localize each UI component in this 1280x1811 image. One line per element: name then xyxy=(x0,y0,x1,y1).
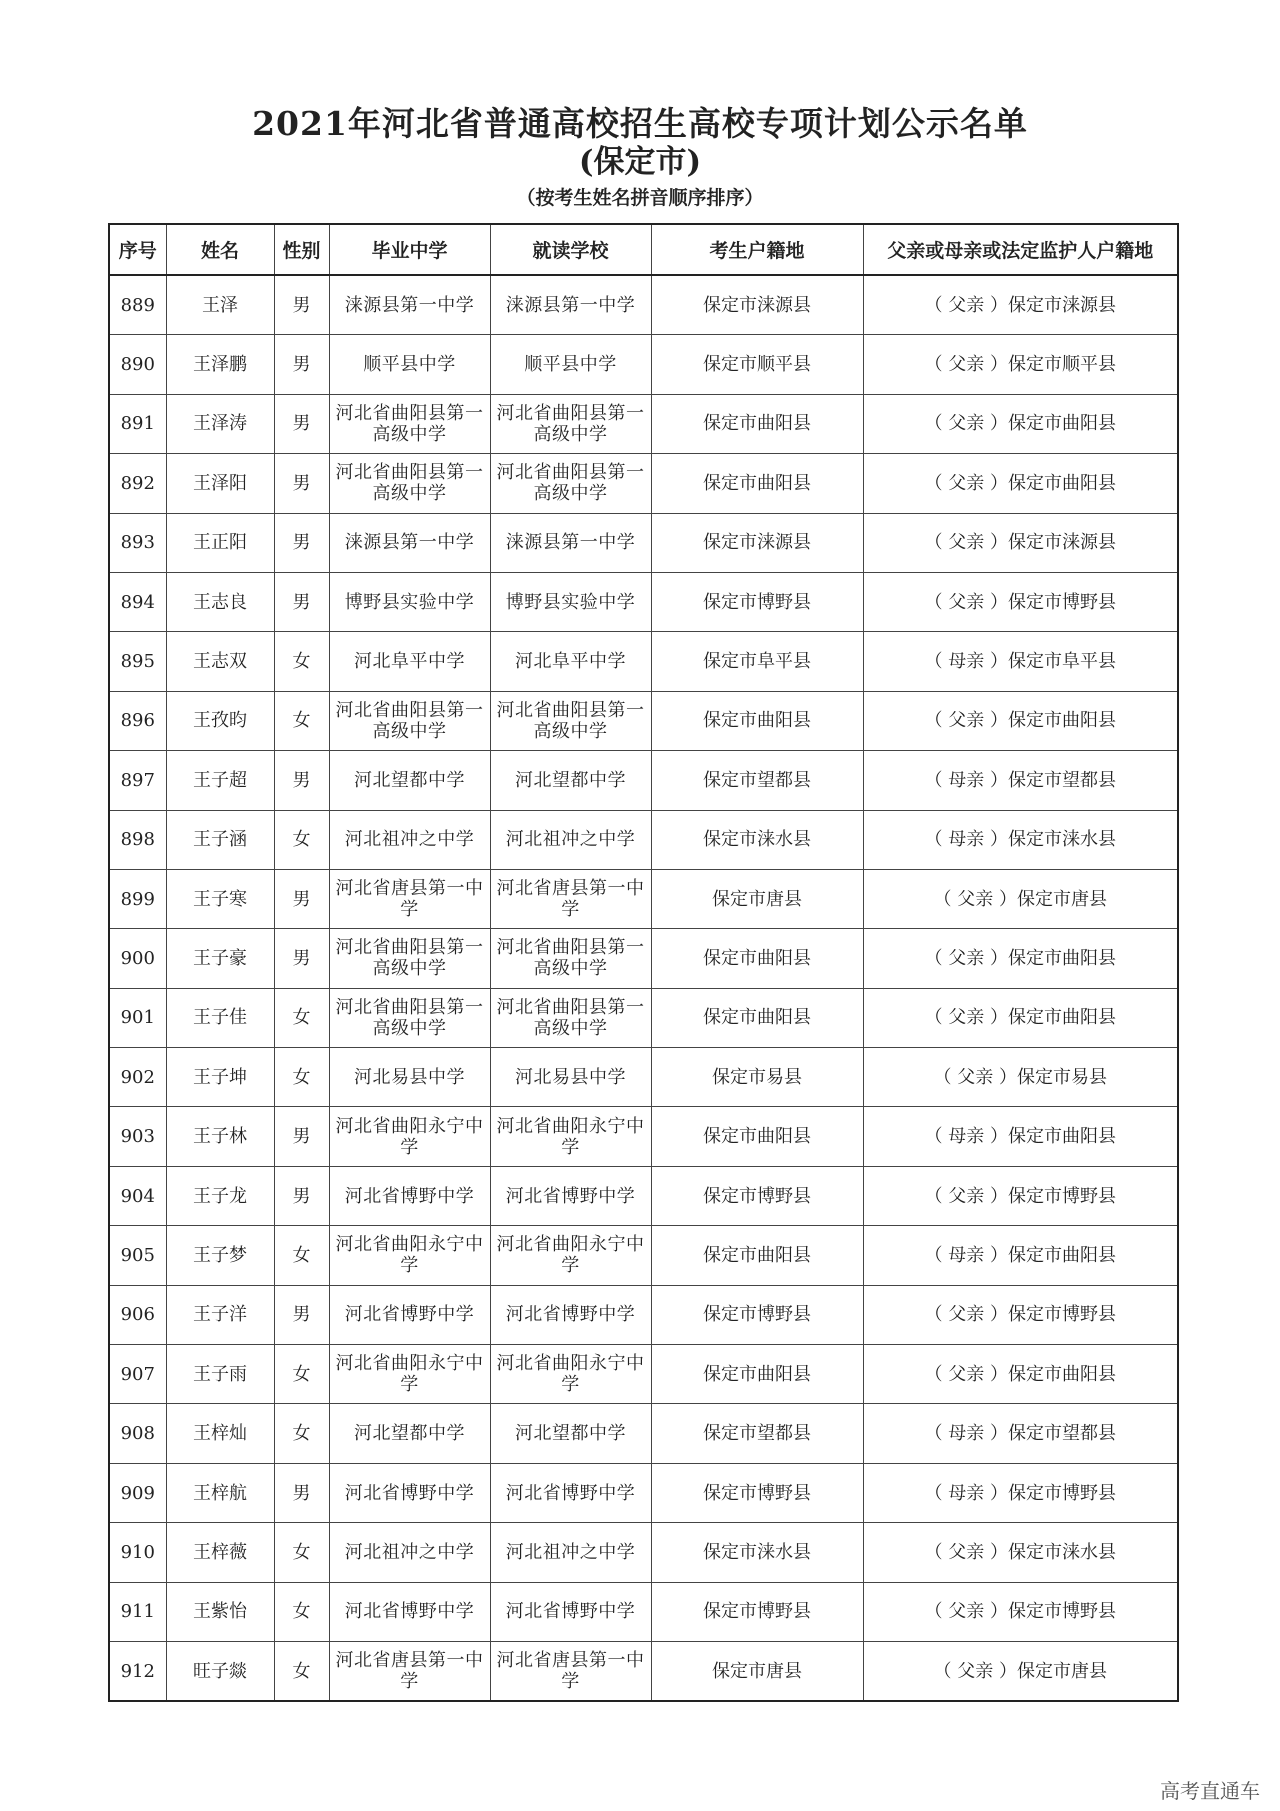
table-row xyxy=(109,1345,1178,1404)
table-row xyxy=(109,1107,1178,1166)
table-row xyxy=(109,810,1178,869)
cell-seq: 905 xyxy=(109,1226,166,1285)
cell-gender: 男 xyxy=(274,394,329,453)
cell-gender: 男 xyxy=(274,513,329,572)
cell-name: 王梓薇 xyxy=(166,1523,274,1582)
cell-seq: 901 xyxy=(109,988,166,1047)
cell-seq: 896 xyxy=(109,691,166,750)
cell-grad-school: 河北省曲阳县第一高级中学 xyxy=(329,988,490,1047)
cell-seq: 894 xyxy=(109,572,166,631)
header-name: 姓名 xyxy=(166,224,274,275)
cell-residence: 保定市博野县 xyxy=(651,572,863,631)
table-row xyxy=(109,275,1178,335)
cell-grad-school: 河北省曲阳县第一高级中学 xyxy=(329,394,490,453)
cell-gender: 女 xyxy=(274,632,329,691)
cell-grad-school: 河北易县中学 xyxy=(329,1048,490,1107)
cell-gender: 女 xyxy=(274,1641,329,1701)
cell-name: 王泽涛 xyxy=(166,394,274,453)
cell-seq: 908 xyxy=(109,1404,166,1463)
table-row xyxy=(109,1523,1178,1582)
cell-grad-school: 河北祖冲之中学 xyxy=(329,1523,490,1582)
table-row xyxy=(109,394,1178,453)
cell-seq: 891 xyxy=(109,394,166,453)
cell-residence: 保定市曲阳县 xyxy=(651,929,863,988)
cell-study-school: 河北省曲阳永宁中学 xyxy=(490,1226,651,1285)
cell-study-school: 河北省唐县第一中学 xyxy=(490,1641,651,1701)
cell-name: 王泽 xyxy=(166,275,274,335)
cell-grad-school: 河北省博野中学 xyxy=(329,1582,490,1641)
table-row xyxy=(109,572,1178,631)
cell-guardian-residence: （ 母亲 ）保定市曲阳县 xyxy=(863,1107,1178,1166)
cell-gender: 男 xyxy=(274,751,329,810)
table-row xyxy=(109,1582,1178,1641)
cell-seq: 912 xyxy=(109,1641,166,1701)
cell-guardian-residence: （ 父亲 ）保定市曲阳县 xyxy=(863,691,1178,750)
cell-guardian-residence: （ 父亲 ）保定市涞源县 xyxy=(863,275,1178,335)
cell-guardian-residence: （ 父亲 ）保定市曲阳县 xyxy=(863,1345,1178,1404)
table-row xyxy=(109,513,1178,572)
cell-guardian-residence: （ 母亲 ）保定市望都县 xyxy=(863,751,1178,810)
cell-study-school: 河北省博野中学 xyxy=(490,1463,651,1522)
table-row xyxy=(109,335,1178,394)
document-subtitle: (保定市) xyxy=(578,144,702,180)
table-row xyxy=(109,691,1178,750)
cell-gender: 女 xyxy=(274,810,329,869)
header-guardian-residence: 父亲或母亲或法定监护人户籍地 xyxy=(863,224,1178,275)
cell-grad-school: 涞源县第一中学 xyxy=(329,513,490,572)
cell-name: 王子梦 xyxy=(166,1226,274,1285)
cell-gender: 女 xyxy=(274,1226,329,1285)
cell-residence: 保定市曲阳县 xyxy=(651,691,863,750)
table-row xyxy=(109,988,1178,1047)
header-gender: 性别 xyxy=(274,224,329,275)
cell-seq: 893 xyxy=(109,513,166,572)
cell-seq: 911 xyxy=(109,1582,166,1641)
table-row xyxy=(109,1048,1178,1107)
cell-seq: 890 xyxy=(109,335,166,394)
cell-gender: 男 xyxy=(274,929,329,988)
table-row xyxy=(109,1226,1178,1285)
table-body xyxy=(109,275,1178,1701)
cell-guardian-residence: （ 父亲 ）保定市博野县 xyxy=(863,572,1178,631)
cell-name: 王子龙 xyxy=(166,1166,274,1225)
cell-guardian-residence: （ 母亲 ）保定市阜平县 xyxy=(863,632,1178,691)
cell-seq: 897 xyxy=(109,751,166,810)
cell-residence: 保定市曲阳县 xyxy=(651,1107,863,1166)
cell-gender: 男 xyxy=(274,275,329,335)
table-row xyxy=(109,632,1178,691)
cell-residence: 保定市易县 xyxy=(651,1048,863,1107)
table-row xyxy=(109,751,1178,810)
cell-grad-school: 河北阜平中学 xyxy=(329,632,490,691)
cell-residence: 保定市曲阳县 xyxy=(651,394,863,453)
cell-study-school: 顺平县中学 xyxy=(490,335,651,394)
cell-seq: 906 xyxy=(109,1285,166,1344)
cell-seq: 892 xyxy=(109,454,166,513)
cell-grad-school: 河北望都中学 xyxy=(329,751,490,810)
cell-gender: 女 xyxy=(274,691,329,750)
cell-guardian-residence: （ 父亲 ）保定市博野县 xyxy=(863,1166,1178,1225)
table-row xyxy=(109,1641,1178,1701)
cell-gender: 男 xyxy=(274,454,329,513)
header-seq: 序号 xyxy=(109,224,166,275)
cell-name: 王子寒 xyxy=(166,869,274,928)
cell-guardian-residence: （ 母亲 ）保定市博野县 xyxy=(863,1463,1178,1522)
cell-residence: 保定市曲阳县 xyxy=(651,988,863,1047)
cell-seq: 895 xyxy=(109,632,166,691)
cell-seq: 909 xyxy=(109,1463,166,1522)
cell-name: 王子雨 xyxy=(166,1345,274,1404)
document-title: 2021年河北省普通高校招生高校专项计划公示名单 xyxy=(252,104,1028,143)
cell-name: 王子豪 xyxy=(166,929,274,988)
cell-name: 王子涵 xyxy=(166,810,274,869)
cell-residence: 保定市唐县 xyxy=(651,869,863,928)
cell-study-school: 河北省曲阳县第一高级中学 xyxy=(490,929,651,988)
cell-gender: 女 xyxy=(274,1345,329,1404)
cell-guardian-residence: （ 父亲 ）保定市顺平县 xyxy=(863,335,1178,394)
cell-guardian-residence: （ 父亲 ）保定市博野县 xyxy=(863,1582,1178,1641)
cell-study-school: 河北省博野中学 xyxy=(490,1582,651,1641)
cell-residence: 保定市望都县 xyxy=(651,751,863,810)
cell-study-school: 河北省曲阳永宁中学 xyxy=(490,1345,651,1404)
roster-table xyxy=(108,223,1179,1702)
cell-grad-school: 河北省博野中学 xyxy=(329,1463,490,1522)
cell-residence: 保定市曲阳县 xyxy=(651,1345,863,1404)
cell-name: 王孜昀 xyxy=(166,691,274,750)
cell-guardian-residence: （ 父亲 ）保定市博野县 xyxy=(863,1285,1178,1344)
table-row xyxy=(109,1404,1178,1463)
cell-grad-school: 河北省唐县第一中学 xyxy=(329,869,490,928)
cell-name: 王志双 xyxy=(166,632,274,691)
table-row xyxy=(109,1166,1178,1225)
cell-study-school: 博野县实验中学 xyxy=(490,572,651,631)
cell-grad-school: 河北望都中学 xyxy=(329,1404,490,1463)
cell-name: 王梓灿 xyxy=(166,1404,274,1463)
table-row xyxy=(109,454,1178,513)
table-row xyxy=(109,1463,1178,1522)
cell-grad-school: 河北省曲阳县第一高级中学 xyxy=(329,929,490,988)
cell-grad-school: 河北省曲阳永宁中学 xyxy=(329,1107,490,1166)
cell-grad-school: 河北省曲阳县第一高级中学 xyxy=(329,691,490,750)
cell-residence: 保定市博野县 xyxy=(651,1166,863,1225)
cell-grad-school: 河北省博野中学 xyxy=(329,1166,490,1225)
cell-gender: 男 xyxy=(274,1166,329,1225)
cell-residence: 保定市曲阳县 xyxy=(651,454,863,513)
cell-guardian-residence: （ 父亲 ）保定市唐县 xyxy=(863,869,1178,928)
cell-seq: 889 xyxy=(109,275,166,335)
cell-study-school: 河北省曲阳县第一高级中学 xyxy=(490,691,651,750)
cell-seq: 899 xyxy=(109,869,166,928)
cell-name: 王紫怡 xyxy=(166,1582,274,1641)
cell-gender: 女 xyxy=(274,1048,329,1107)
cell-guardian-residence: （ 父亲 ）保定市涞水县 xyxy=(863,1523,1178,1582)
cell-residence: 保定市涞源县 xyxy=(651,513,863,572)
cell-study-school: 涞源县第一中学 xyxy=(490,513,651,572)
cell-study-school: 河北省博野中学 xyxy=(490,1285,651,1344)
cell-grad-school: 博野县实验中学 xyxy=(329,572,490,631)
cell-guardian-residence: （ 母亲 ）保定市涞水县 xyxy=(863,810,1178,869)
cell-residence: 保定市涞源县 xyxy=(651,275,863,335)
cell-seq: 902 xyxy=(109,1048,166,1107)
cell-seq: 900 xyxy=(109,929,166,988)
cell-grad-school: 河北省曲阳永宁中学 xyxy=(329,1345,490,1404)
cell-study-school: 涞源县第一中学 xyxy=(490,275,651,335)
cell-residence: 保定市望都县 xyxy=(651,1404,863,1463)
cell-name: 王子超 xyxy=(166,751,274,810)
cell-seq: 910 xyxy=(109,1523,166,1582)
header-residence: 考生户籍地 xyxy=(651,224,863,275)
cell-gender: 女 xyxy=(274,1523,329,1582)
cell-grad-school: 河北省曲阳县第一高级中学 xyxy=(329,454,490,513)
cell-study-school: 河北阜平中学 xyxy=(490,632,651,691)
cell-gender: 男 xyxy=(274,1285,329,1344)
cell-guardian-residence: （ 父亲 ）保定市涞源县 xyxy=(863,513,1178,572)
cell-name: 王子坤 xyxy=(166,1048,274,1107)
cell-residence: 保定市唐县 xyxy=(651,1641,863,1701)
cell-residence: 保定市阜平县 xyxy=(651,632,863,691)
cell-residence: 保定市曲阳县 xyxy=(651,1226,863,1285)
cell-guardian-residence: （ 父亲 ）保定市曲阳县 xyxy=(863,394,1178,453)
cell-study-school: 河北易县中学 xyxy=(490,1048,651,1107)
cell-study-school: 河北望都中学 xyxy=(490,1404,651,1463)
cell-seq: 898 xyxy=(109,810,166,869)
cell-name: 王子林 xyxy=(166,1107,274,1166)
cell-study-school: 河北省曲阳县第一高级中学 xyxy=(490,394,651,453)
table-row xyxy=(109,929,1178,988)
cell-study-school: 河北祖冲之中学 xyxy=(490,1523,651,1582)
watermark: 高考直通车 xyxy=(1160,1779,1260,1803)
cell-name: 王志良 xyxy=(166,572,274,631)
cell-name: 王正阳 xyxy=(166,513,274,572)
cell-gender: 男 xyxy=(274,335,329,394)
cell-study-school: 河北省博野中学 xyxy=(490,1166,651,1225)
cell-grad-school: 河北省唐县第一中学 xyxy=(329,1641,490,1701)
cell-guardian-residence: （ 父亲 ）保定市曲阳县 xyxy=(863,454,1178,513)
cell-seq: 907 xyxy=(109,1345,166,1404)
cell-name: 旺子燚 xyxy=(166,1641,274,1701)
cell-study-school: 河北望都中学 xyxy=(490,751,651,810)
cell-study-school: 河北省曲阳永宁中学 xyxy=(490,1107,651,1166)
cell-residence: 保定市博野县 xyxy=(651,1582,863,1641)
cell-guardian-residence: （ 母亲 ）保定市曲阳县 xyxy=(863,1226,1178,1285)
header-grad-school: 毕业中学 xyxy=(329,224,490,275)
table-row xyxy=(109,869,1178,928)
cell-grad-school: 河北省博野中学 xyxy=(329,1285,490,1344)
cell-name: 王梓航 xyxy=(166,1463,274,1522)
cell-residence: 保定市顺平县 xyxy=(651,335,863,394)
table-row xyxy=(109,1285,1178,1344)
cell-grad-school: 河北祖冲之中学 xyxy=(329,810,490,869)
cell-name: 王子佳 xyxy=(166,988,274,1047)
cell-study-school: 河北省曲阳县第一高级中学 xyxy=(490,454,651,513)
cell-seq: 904 xyxy=(109,1166,166,1225)
cell-gender: 男 xyxy=(274,572,329,631)
cell-gender: 女 xyxy=(274,1404,329,1463)
cell-name: 王子洋 xyxy=(166,1285,274,1344)
table-header-row xyxy=(109,224,1178,275)
cell-residence: 保定市涞水县 xyxy=(651,1523,863,1582)
cell-guardian-residence: （ 父亲 ）保定市易县 xyxy=(863,1048,1178,1107)
cell-study-school: 河北省唐县第一中学 xyxy=(490,869,651,928)
cell-gender: 女 xyxy=(274,988,329,1047)
cell-guardian-residence: （ 父亲 ）保定市唐县 xyxy=(863,1641,1178,1701)
cell-name: 王泽阳 xyxy=(166,454,274,513)
cell-gender: 女 xyxy=(274,1582,329,1641)
cell-study-school: 河北省曲阳县第一高级中学 xyxy=(490,988,651,1047)
cell-residence: 保定市博野县 xyxy=(651,1285,863,1344)
cell-guardian-residence: （ 母亲 ）保定市望都县 xyxy=(863,1404,1178,1463)
cell-guardian-residence: （ 父亲 ）保定市曲阳县 xyxy=(863,929,1178,988)
sort-note: （按考生姓名拼音顺序排序） xyxy=(516,187,764,209)
header-study-school: 就读学校 xyxy=(490,224,651,275)
cell-gender: 男 xyxy=(274,1107,329,1166)
cell-residence: 保定市涞水县 xyxy=(651,810,863,869)
cell-grad-school: 顺平县中学 xyxy=(329,335,490,394)
cell-grad-school: 河北省曲阳永宁中学 xyxy=(329,1226,490,1285)
cell-gender: 男 xyxy=(274,869,329,928)
cell-grad-school: 涞源县第一中学 xyxy=(329,275,490,335)
cell-name: 王泽鹏 xyxy=(166,335,274,394)
cell-study-school: 河北祖冲之中学 xyxy=(490,810,651,869)
cell-seq: 903 xyxy=(109,1107,166,1166)
cell-guardian-residence: （ 父亲 ）保定市曲阳县 xyxy=(863,988,1178,1047)
cell-gender: 男 xyxy=(274,1463,329,1522)
cell-residence: 保定市博野县 xyxy=(651,1463,863,1522)
